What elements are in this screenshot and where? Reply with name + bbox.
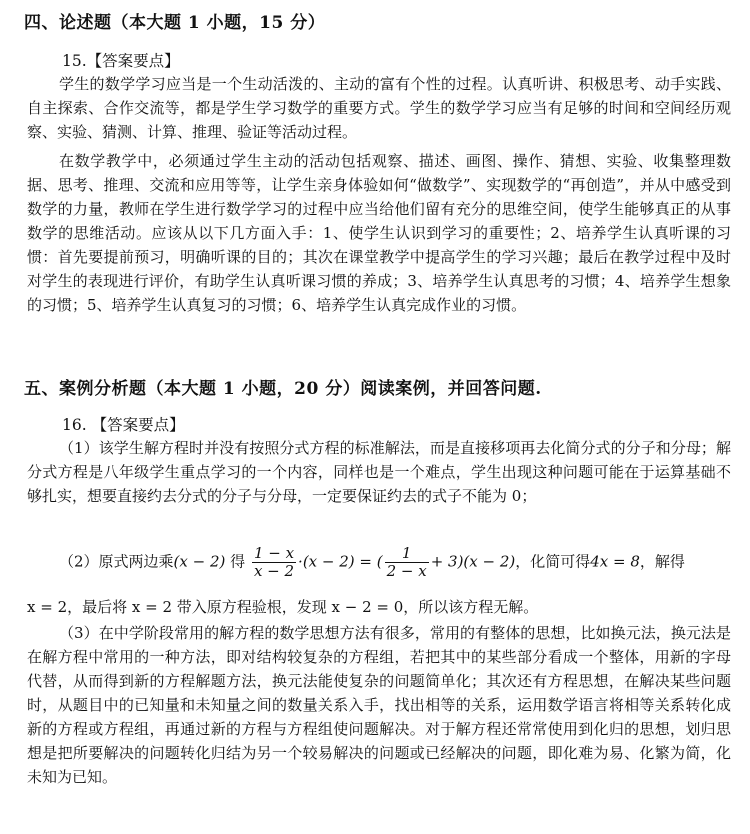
question-16-label: 16. 【答案要点】 — [62, 416, 185, 434]
eq-lead-text: （2）原式两边乘 — [59, 552, 174, 571]
eq-result-1: 4x = 8 — [590, 552, 640, 571]
q16-paragraph-2-line2: x = 2，最后将 x = 2 带入原方程验根，发现 x − 2 = 0，所以该方程无解。 — [27, 598, 539, 616]
q15-paragraph-1: 学生的数学学习应当是一个生动活泼的、主动的富有个性的过程。认真听讲、积极思考、动手实践、自主探索、合作交流等，都是学生学习数学的重要方式。学生的数学学习应当有足够的时间和空间经历观察、实验、猜测、计算、推理、验证等活动过程。 — [27, 75, 731, 141]
q16-paragraph-1: （1）该学生解方程时并没有按照分式方程的标准解法，而是直接移项再去化简分式的分子和分母；解分式方程是八年级学生重点学习的一个内容，同样也是一个难点，学生出现这种问题可能在于运算基础不够扎实，想要直接约去分式的分子与分母，一定要保证约去的式子不能为 0； — [27, 439, 731, 505]
eq-fraction-2-denominator: 2 − x — [386, 562, 427, 580]
eq-tail: + 3)(x − 2) — [430, 552, 516, 571]
eq-fraction-1-numerator: 1 − x — [253, 544, 295, 562]
eq-middle: ·(x − 2) = ( — [298, 552, 383, 571]
eq-fraction-1 — [252, 545, 296, 580]
q16-equation-line — [27, 545, 735, 580]
eq-factor: (x − 2) — [173, 552, 226, 571]
eq-simplify-text: ，化简可得 — [515, 552, 591, 571]
eq-solve-text: ，解得 — [639, 552, 685, 571]
question-15-label: 15.【答案要点】 — [62, 52, 180, 70]
eq-fraction-2 — [385, 545, 429, 580]
section-5-heading: 五、案例分析题（本大题 1 小题，20 分）阅读案例，并回答问题. — [24, 379, 542, 399]
q15-paragraph-2: 在数学教学中，必须通过学生主动的活动包括观察、描述、画图、操作、猜想、实验、收集整理数据、思考、推理、交流和应用等等，让学生亲身体验如何“做数学”、实现数学的“再创造”，并从中感受到数学的力量，教师在学生进行数学学习的过程中应当给他们留有充分的思维空间，使学生能够真正的从事数学的思维活动。应该从以下几方面入手：1、使学生认识到学习的重要性；2、培养学生认真听课的习惯：首先要提前预习，明确听课的目的；其次在课堂教学中提高学生的学习兴趣；最后在教学过程中及时对学生的表现进行评价，有助学生认真听课习惯的养成；3、培养学生认真思考的习惯；4、培养学生想象的习惯；5、培养学生认真复习的习惯；6、培养学生认真完成作业的习惯。 — [27, 152, 731, 314]
eq-fraction-2-numerator: 1 — [385, 545, 429, 563]
section-4-heading: 四、论述题（本大题 1 小题，15 分） — [24, 13, 326, 33]
eq-get-text: 得 — [230, 552, 246, 571]
eq-fraction-1-denominator: x − 2 — [253, 562, 295, 580]
q16-paragraph-3: （3）在中学阶段常用的解方程的数学思想方法有很多，常用的有整体的思想，比如换元法，换元法是在解方程中常用的一种方法，即对结构较复杂的方程组，若把其中的某些部分看成一个整体，用新的字母代替，从而得到新的方程解题方法，换元法能使复杂的问题简单化；其次还有方程思想，在解决某些问题时，从题目中的已知量和未知量之间的数量关系入手，找出相等的关系，运用数学语言将相等关系转化成新的方程或方程组，再通过新的方程与方程组使问题解决。对于解方程还常常使用到化归的思想，划归思想是把所要解决的问题转化归结为另一个较易解决的问题或已经解决的问题，即化难为易、化繁为简，化未知为已知。 — [27, 624, 731, 786]
